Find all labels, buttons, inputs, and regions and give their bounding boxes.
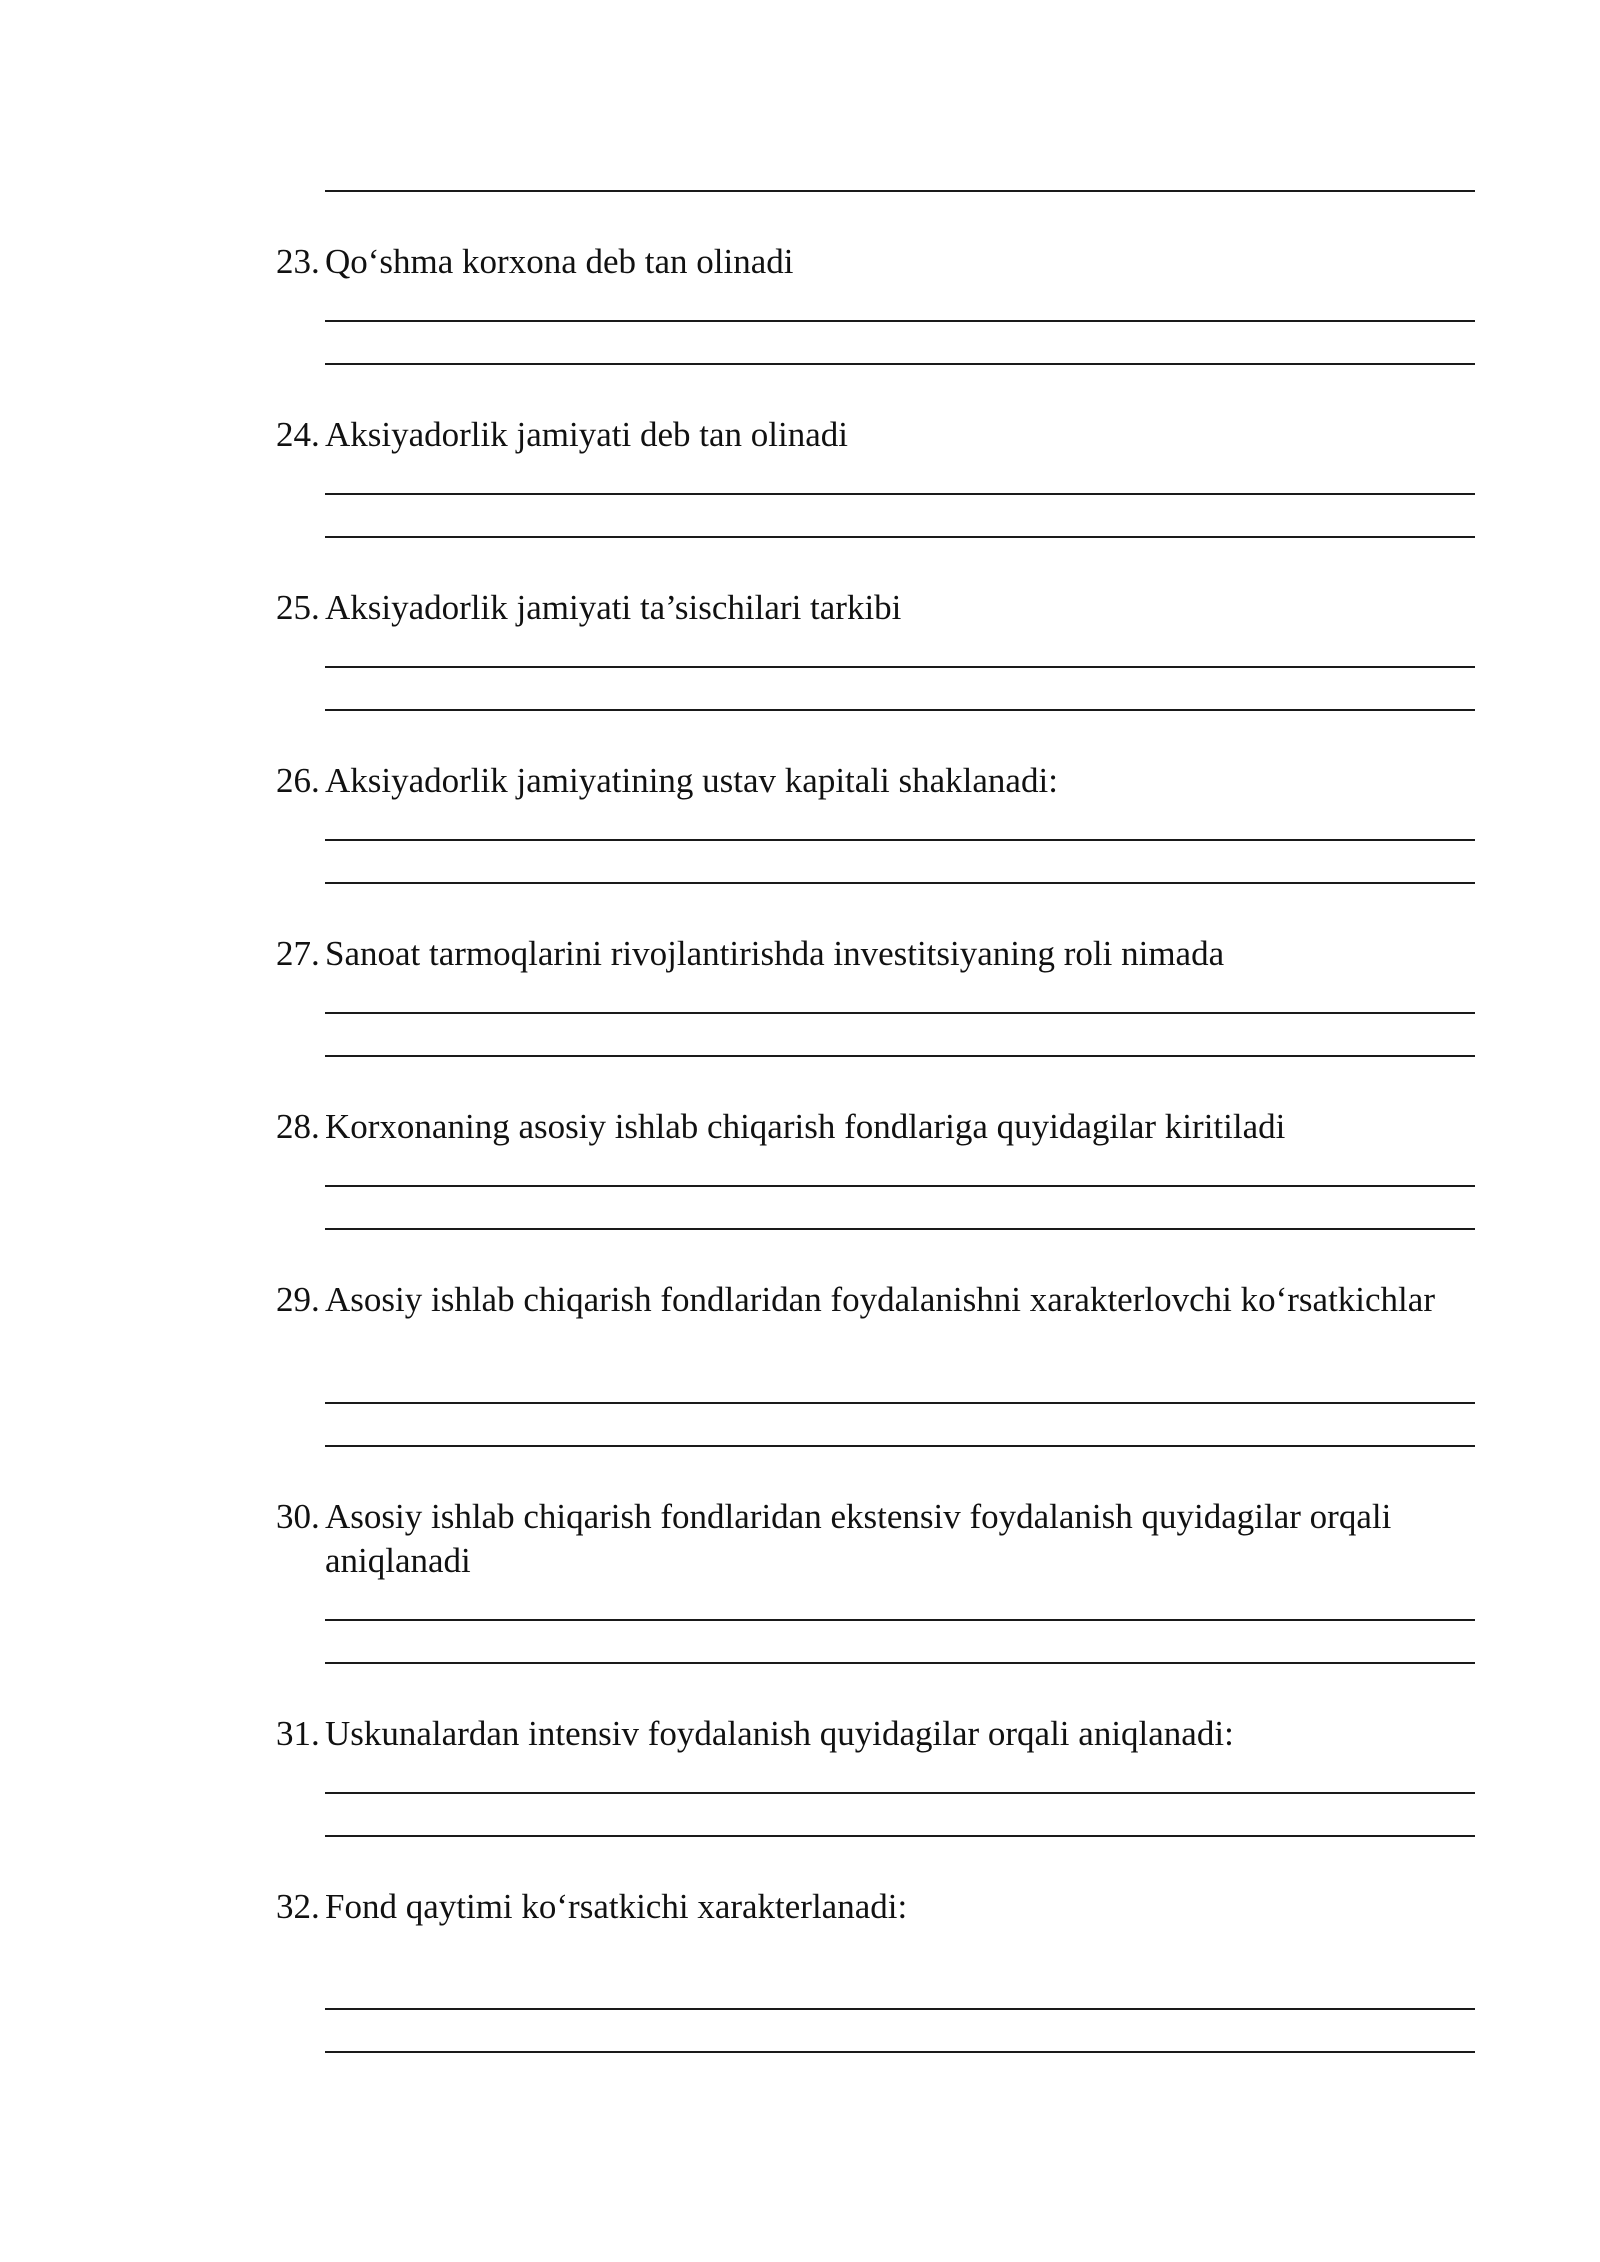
question-text: Asosiy ishlab chiqarish fondlaridan foydalanishni xarakterlovchi ko‘rsatkichlar bbox=[325, 1280, 1435, 1319]
question-number: 24. bbox=[276, 415, 320, 454]
question-number: 27. bbox=[276, 934, 320, 973]
answer-line bbox=[325, 1619, 1475, 1621]
answer-line bbox=[325, 1402, 1475, 1404]
question-number: 30. bbox=[276, 1497, 320, 1536]
question-number: 28. bbox=[276, 1107, 320, 1146]
question-text: Aksiyadorlik jamiyati deb tan olinadi bbox=[325, 415, 848, 454]
question-number: 23. bbox=[276, 242, 320, 281]
question-number: 29. bbox=[276, 1280, 320, 1319]
question-31 bbox=[276, 1712, 1476, 1756]
answer-line bbox=[325, 1012, 1475, 1014]
answer-line bbox=[325, 882, 1475, 884]
answer-line bbox=[325, 363, 1475, 365]
answer-line bbox=[325, 2051, 1475, 2053]
question-number: 31. bbox=[276, 1714, 320, 1753]
answer-line bbox=[325, 190, 1475, 192]
question-text: Uskunalardan intensiv foydalanish quyidagilar orqali aniqlanadi: bbox=[325, 1714, 1234, 1753]
question-26 bbox=[276, 759, 1476, 803]
answer-line bbox=[325, 1835, 1475, 1837]
question-text: Asosiy ishlab chiqarish fondlaridan ekstensiv foydalanish quyidagilar orqali aniqlanadi bbox=[325, 1497, 1392, 1580]
question-text: Sanoat tarmoqlarini rivojlantirishda investitsiyaning roli nimada bbox=[325, 934, 1225, 973]
question-32 bbox=[276, 1885, 1476, 1929]
question-30 bbox=[276, 1495, 1476, 1583]
question-text: Korxonaning asosiy ishlab chiqarish fondlariga quyidagilar kiritiladi bbox=[325, 1107, 1286, 1146]
answer-line bbox=[325, 1662, 1475, 1664]
answer-line bbox=[325, 839, 1475, 841]
answer-line bbox=[325, 709, 1475, 711]
answer-line bbox=[325, 493, 1475, 495]
answer-line bbox=[325, 1792, 1475, 1794]
question-text: Fond qaytimi ko‘rsatkichi xarakterlanadi: bbox=[325, 1887, 908, 1926]
question-number: 25. bbox=[276, 588, 320, 627]
answer-line bbox=[325, 1185, 1475, 1187]
answer-line bbox=[325, 1055, 1475, 1057]
question-text: Aksiyadorlik jamiyatining ustav kapitali shaklanadi: bbox=[325, 761, 1058, 800]
question-number: 32. bbox=[276, 1887, 320, 1926]
question-23 bbox=[276, 240, 1476, 284]
question-24 bbox=[276, 413, 1476, 457]
answer-line bbox=[325, 536, 1475, 538]
question-text: Aksiyadorlik jamiyati ta’sischilari tarkibi bbox=[325, 588, 902, 627]
answer-line bbox=[325, 2008, 1475, 2010]
answer-line bbox=[325, 1445, 1475, 1447]
question-27 bbox=[276, 932, 1476, 976]
answer-line bbox=[325, 666, 1475, 668]
answer-line bbox=[325, 320, 1475, 322]
answer-line bbox=[325, 1228, 1475, 1230]
question-29 bbox=[276, 1278, 1476, 1322]
question-25 bbox=[276, 586, 1476, 630]
question-number: 26. bbox=[276, 761, 320, 800]
question-text: Qo‘shma korxona deb tan olinadi bbox=[325, 242, 794, 281]
question-28 bbox=[276, 1105, 1476, 1149]
